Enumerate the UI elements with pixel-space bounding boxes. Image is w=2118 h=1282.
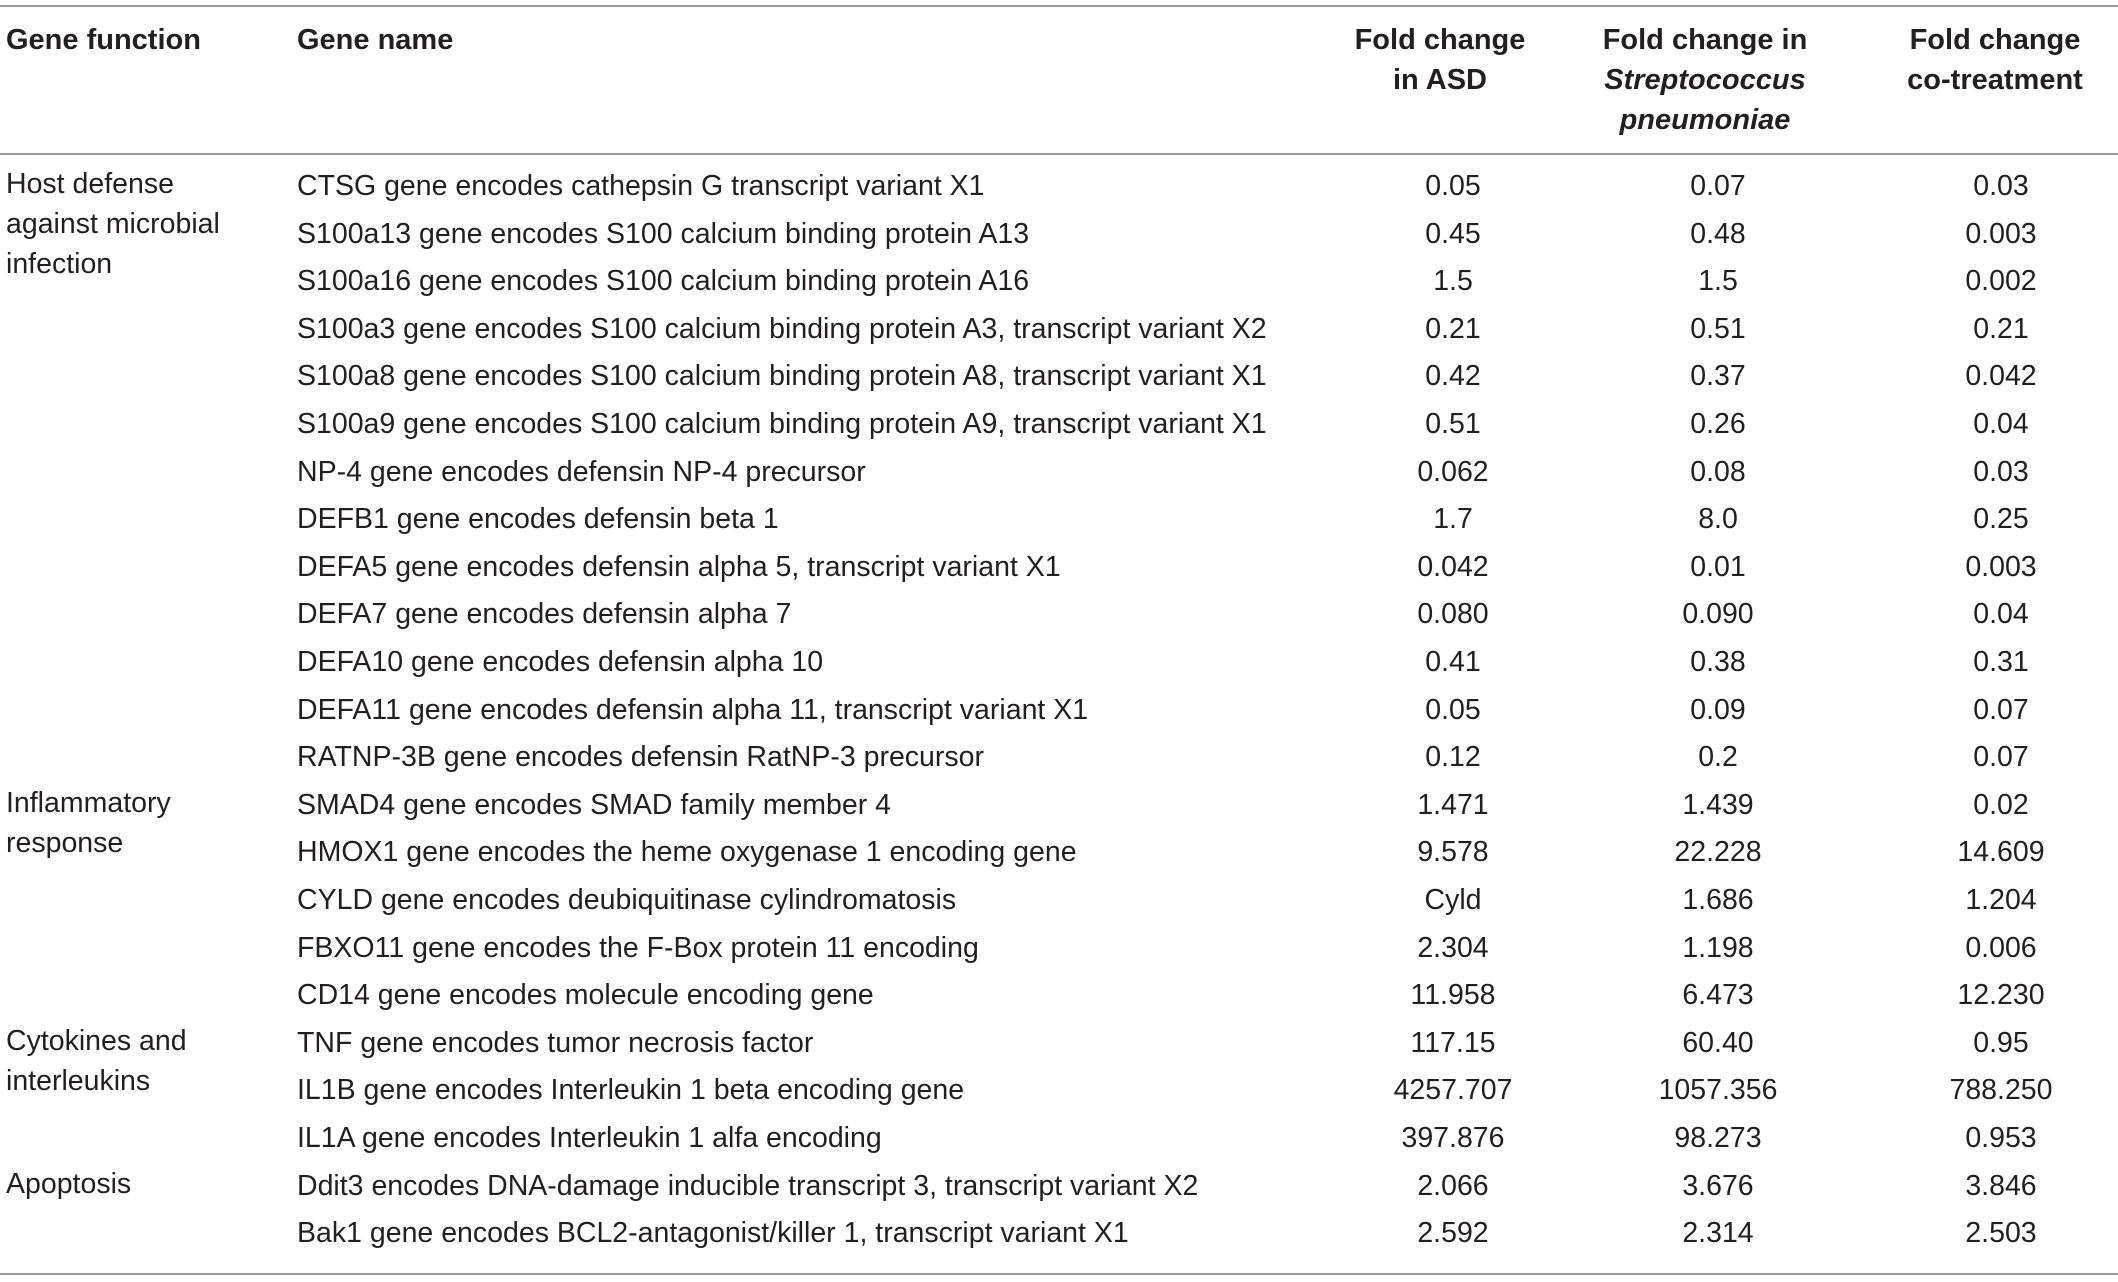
fold-change-strep-cell: 0.48 xyxy=(1690,217,1746,250)
fold-change-strep-cell: 0.38 xyxy=(1690,646,1746,678)
gene-function-group xyxy=(6,1164,286,1204)
fold-change-asd-cell: 0.05 xyxy=(1425,693,1481,726)
fold-change-asd-cell: 397.876 xyxy=(1401,1122,1505,1154)
table-row xyxy=(0,972,2118,1020)
table-row xyxy=(0,449,2118,497)
table-row xyxy=(0,353,2118,401)
gene-name-cell: S100a9 gene encodes S100 calcium binding protein A9, transcript variant X1 xyxy=(297,408,1267,440)
table-row xyxy=(0,163,2118,211)
gene-name-cell: SMAD4 gene encodes SMAD family member 4 xyxy=(297,788,891,821)
fold-change-co-cell: 0.07 xyxy=(1973,741,2029,774)
header-fold-change-cotreatment xyxy=(1880,20,2110,100)
table-bottom-rule xyxy=(0,1273,2118,1275)
gene-function-group xyxy=(6,1021,286,1101)
fold-change-co-cell: 0.95 xyxy=(1973,1026,2029,1059)
fold-change-asd-cell: 0.45 xyxy=(1425,217,1481,250)
fold-change-strep-cell: 1.439 xyxy=(1682,788,1754,821)
gene-name-cell: S100a16 gene encodes S100 calcium binding protein A16 xyxy=(297,265,1030,298)
header-fold-change-strep-line2: Streptococcus xyxy=(1604,64,1806,96)
table-header-rule xyxy=(0,153,2118,155)
fold-change-co-cell: 12.230 xyxy=(1957,979,2045,1012)
fold-change-co-cell: 0.02 xyxy=(1973,788,2029,821)
fold-change-asd-cell: 9.578 xyxy=(1417,836,1489,869)
fold-change-strep-cell: 8.0 xyxy=(1698,503,1738,536)
fold-change-asd-cell: 0.12 xyxy=(1425,741,1481,774)
gene-name-cell: CYLD gene encodes deubiquitinase cylindromatosis xyxy=(297,884,957,916)
fold-change-asd-cell: 117.15 xyxy=(1410,1026,1496,1059)
table-row xyxy=(0,401,2118,449)
fold-change-asd-cell: Cyld xyxy=(1424,884,1482,916)
gene-name-cell: S100a8 gene encodes S100 calcium binding protein A8, transcript variant X1 xyxy=(297,360,1267,393)
fold-change-asd-cell: 2.304 xyxy=(1417,931,1489,964)
gene-name-cell: NP-4 gene encodes defensin NP-4 precursor xyxy=(297,455,866,488)
fold-change-asd-cell: 2.066 xyxy=(1417,1169,1489,1202)
table-row xyxy=(0,1210,2118,1258)
fold-change-co-cell: 0.31 xyxy=(1973,646,2029,678)
header-fold-change-strep-line1: Fold change in xyxy=(1602,24,1808,56)
header-fold-change-co-line1: Fold change xyxy=(1909,24,2081,56)
gene-function-label: response xyxy=(6,826,124,859)
fold-change-strep-cell: 0.26 xyxy=(1690,408,1746,440)
gene-function-label: infection xyxy=(6,248,113,280)
gene-function-label: Cytokines and xyxy=(6,1024,187,1057)
fold-change-co-cell: 0.003 xyxy=(1965,550,2037,583)
fold-change-asd-cell: 0.21 xyxy=(1425,312,1481,345)
gene-name-cell: DEFA7 gene encodes defensin alpha 7 xyxy=(297,598,792,631)
table-row xyxy=(0,734,2118,782)
gene-function-group xyxy=(6,164,286,284)
fold-change-strep-cell: 22.228 xyxy=(1674,836,1762,869)
gene-name-cell: HMOX1 gene encodes the heme oxygenase 1 encoding gene xyxy=(297,836,1077,869)
header-fold-change-asd-line2: in ASD xyxy=(1393,64,1487,96)
fold-change-asd-cell: 0.042 xyxy=(1417,550,1489,583)
table-row xyxy=(0,258,2118,306)
fold-change-co-cell: 3.846 xyxy=(1965,1169,2037,1202)
gene-name-cell: CTSG gene encodes cathepsin G transcript variant X1 xyxy=(297,170,985,202)
gene-name-cell: RATNP-3B gene encodes defensin RatNP-3 precursor xyxy=(297,741,984,774)
fold-change-asd-cell: 0.080 xyxy=(1417,598,1489,631)
table-row xyxy=(0,306,2118,354)
table-row xyxy=(0,1163,2118,1211)
fold-change-strep-cell: 0.08 xyxy=(1690,455,1746,488)
table-row xyxy=(0,211,2118,259)
table-row xyxy=(0,544,2118,592)
fold-change-asd-cell: 0.05 xyxy=(1425,170,1481,202)
header-fold-change-co-line2: co-treatment xyxy=(1907,64,2083,96)
fold-change-co-cell: 2.503 xyxy=(1965,1217,2037,1250)
fold-change-co-cell: 0.006 xyxy=(1965,931,2037,964)
fold-change-strep-cell: 60.40 xyxy=(1682,1026,1754,1059)
table-top-rule xyxy=(0,5,2118,7)
gene-function-label: interleukins xyxy=(6,1064,151,1097)
fold-change-strep-cell: 0.2 xyxy=(1698,741,1738,774)
table-row xyxy=(0,591,2118,639)
gene-function-label: against microbial xyxy=(6,208,220,240)
fold-change-asd-cell: 11.958 xyxy=(1410,979,1496,1012)
table-row xyxy=(0,925,2118,973)
gene-name-cell: DEFB1 gene encodes defensin beta 1 xyxy=(297,503,779,536)
table-row xyxy=(0,782,2118,830)
fold-change-co-cell: 0.042 xyxy=(1965,360,2037,393)
fold-change-asd-cell: 0.51 xyxy=(1425,408,1481,440)
fold-change-strep-cell: 98.273 xyxy=(1674,1122,1762,1154)
fold-change-asd-cell: 1.471 xyxy=(1417,788,1489,821)
fold-change-asd-cell: 1.5 xyxy=(1433,265,1473,298)
fold-change-strep-cell: 3.676 xyxy=(1682,1169,1754,1202)
fold-change-co-cell: 0.04 xyxy=(1973,408,2029,440)
fold-change-asd-cell: 0.42 xyxy=(1425,360,1481,393)
fold-change-co-cell: 0.25 xyxy=(1973,503,2029,536)
header-fold-change-strep xyxy=(1560,20,1850,140)
fold-change-strep-cell: 1.686 xyxy=(1682,884,1754,916)
fold-change-co-cell: 0.953 xyxy=(1965,1122,2037,1154)
gene-name-cell: CD14 gene encodes molecule encoding gene xyxy=(297,979,874,1012)
table-row xyxy=(0,829,2118,877)
fold-change-strep-cell: 0.51 xyxy=(1690,312,1746,345)
fold-change-asd-cell: 4257.707 xyxy=(1393,1074,1513,1107)
table-row xyxy=(0,1067,2118,1115)
gene-name-cell: DEFA5 gene encodes defensin alpha 5, transcript variant X1 xyxy=(297,550,1061,583)
fold-change-co-cell: 1.204 xyxy=(1965,884,2037,916)
fold-change-co-cell: 0.002 xyxy=(1965,265,2037,298)
fold-change-co-cell: 0.04 xyxy=(1973,598,2029,631)
gene-function-label: Host defense xyxy=(6,168,174,200)
fold-change-co-cell: 14.609 xyxy=(1957,836,2045,869)
fold-change-asd-cell: 0.41 xyxy=(1425,646,1481,678)
fold-change-strep-cell: 1057.356 xyxy=(1658,1074,1778,1107)
gene-name-cell: FBXO11 gene encodes the F-Box protein 11 encoding xyxy=(297,931,979,964)
fold-change-asd-cell: 1.7 xyxy=(1433,503,1473,536)
fold-change-asd-cell: 2.592 xyxy=(1417,1217,1489,1250)
fold-change-co-cell: 0.07 xyxy=(1973,693,2029,726)
fold-change-co-cell: 788.250 xyxy=(1949,1074,2053,1107)
gene-name-cell: IL1B gene encodes Interleukin 1 beta encoding gene xyxy=(297,1074,965,1107)
table-row xyxy=(0,1020,2118,1068)
table-row xyxy=(0,1115,2118,1163)
fold-change-strep-cell: 1.198 xyxy=(1682,931,1754,964)
table-row xyxy=(0,496,2118,544)
fold-change-co-cell: 0.003 xyxy=(1965,217,2037,250)
header-fold-change-asd xyxy=(1320,20,1560,100)
fold-change-co-cell: 0.03 xyxy=(1973,455,2029,488)
fold-change-strep-cell: 0.07 xyxy=(1690,170,1746,202)
header-fold-change-strep-line3: pneumoniae xyxy=(1619,104,1791,136)
gene-name-cell: DEFA10 gene encodes defensin alpha 10 xyxy=(297,646,824,678)
header-gene-name: Gene name xyxy=(297,24,454,56)
fold-change-asd-cell: 0.062 xyxy=(1417,455,1489,488)
fold-change-strep-cell: 0.01 xyxy=(1690,550,1746,583)
gene-name-cell: DEFA11 gene encodes defensin alpha 11, transcript variant X1 xyxy=(297,693,1089,726)
gene-name-cell: Ddit3 encodes DNA-damage inducible transcript 3, transcript variant X2 xyxy=(297,1169,1199,1202)
header-fold-change-asd-line1: Fold change xyxy=(1354,24,1526,56)
gene-function-label: Apoptosis xyxy=(6,1167,132,1200)
fold-change-strep-cell: 1.5 xyxy=(1698,265,1738,298)
gene-name-cell: Bak1 gene encodes BCL2-antagonist/killer 1, transcript variant X1 xyxy=(297,1217,1129,1250)
table-row xyxy=(0,877,2118,925)
fold-change-strep-cell: 2.314 xyxy=(1682,1217,1754,1250)
table-row xyxy=(0,687,2118,735)
gene-name-cell: TNF gene encodes tumor necrosis factor xyxy=(297,1026,814,1059)
header-gene-function: Gene function xyxy=(6,24,201,56)
gene-function-group xyxy=(6,783,286,863)
fold-change-co-cell: 0.03 xyxy=(1973,170,2029,202)
fold-change-strep-cell: 0.09 xyxy=(1690,693,1746,726)
fold-change-strep-cell: 6.473 xyxy=(1682,979,1754,1012)
fold-change-strep-cell: 0.37 xyxy=(1690,360,1746,393)
table-row xyxy=(0,639,2118,687)
gene-name-cell: S100a13 gene encodes S100 calcium binding protein A13 xyxy=(297,217,1030,250)
fold-change-co-cell: 0.21 xyxy=(1973,312,2029,345)
gene-name-cell: S100a3 gene encodes S100 calcium binding protein A3, transcript variant X2 xyxy=(297,312,1267,345)
fold-change-strep-cell: 0.090 xyxy=(1682,598,1754,631)
gene-function-label: Inflammatory xyxy=(6,786,171,819)
gene-name-cell: IL1A gene encodes Interleukin 1 alfa encoding xyxy=(297,1122,882,1154)
